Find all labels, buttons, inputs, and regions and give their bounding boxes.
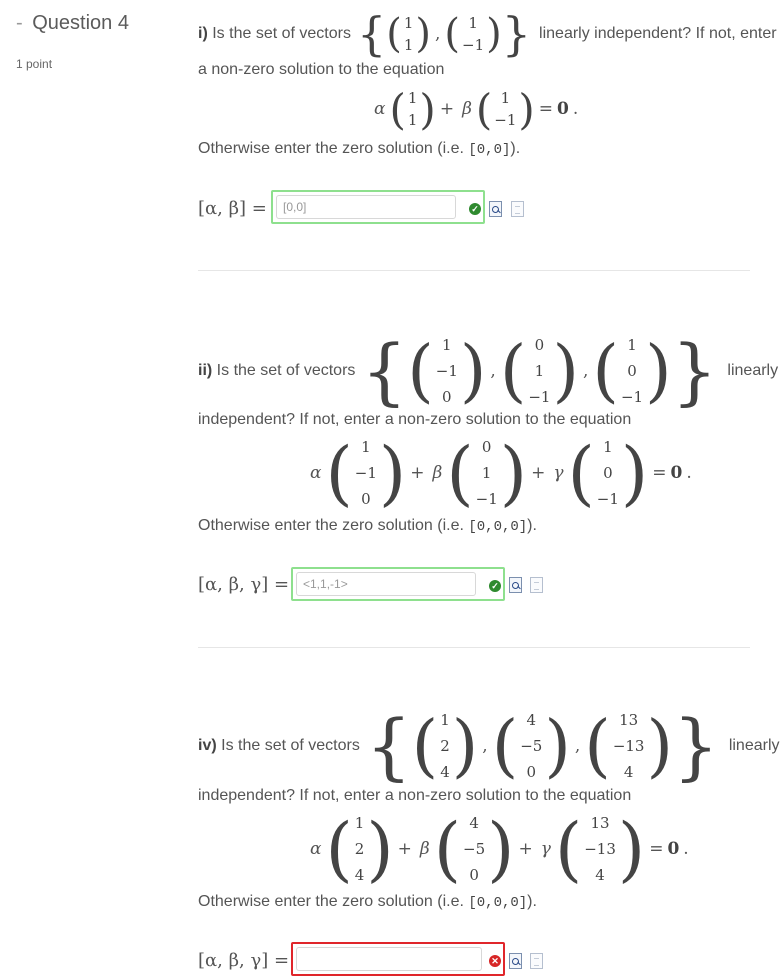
equation: α ( 1 1 ) + β ( 1 −1 ) = 0 .: [374, 84, 579, 134]
vector-set: { ( 1 2 4 ) , ( 4 −5 0 ) , ( 13 −13 4 ) }: [365, 704, 719, 788]
document-icon[interactable]: [511, 201, 524, 217]
prompt-text-after: linearly: [727, 362, 779, 379]
preview-icon[interactable]: [489, 201, 502, 217]
answer-input[interactable]: [296, 572, 476, 596]
equation: α ( 1 −1 0 ) + β ( 0 1 −1 ) + γ ( 1 0 −1 ) = 0 .: [310, 432, 692, 514]
answer-label: [α, β] =: [198, 198, 267, 219]
document-icon[interactable]: [530, 577, 543, 593]
answer-box: [291, 567, 505, 601]
prompt-text: Is the set of vectors: [221, 737, 360, 754]
check-circle-icon: ✓: [469, 203, 481, 215]
check-circle-icon: ✓: [489, 580, 501, 592]
prompt-line2: independent? If not, enter a non-zero solution to the equation: [198, 787, 632, 804]
collapse-dash[interactable]: -: [16, 12, 23, 34]
part-label: ii): [198, 362, 213, 379]
part-label: i): [198, 25, 208, 42]
preview-icon[interactable]: [509, 577, 522, 593]
document-icon[interactable]: [530, 953, 543, 969]
prompt-text-after: linearly independent? If not, enter: [539, 25, 777, 42]
prompt-line2: independent? If not, enter a non-zero solution to the equation: [198, 411, 632, 428]
part-iv-prompt: [198, 704, 780, 788]
question-title: [16, 12, 129, 35]
answer-box: [271, 190, 485, 224]
answer-input[interactable]: [296, 947, 482, 971]
preview-icon[interactable]: [509, 953, 522, 969]
answer-input[interactable]: [276, 195, 456, 219]
prompt-text: Is the set of vectors: [216, 362, 356, 379]
otherwise-text: Otherwise enter the zero solution (i.e. [0,0,0]).: [198, 517, 537, 535]
part-label: iv): [198, 737, 217, 754]
part-i-prompt: [198, 7, 777, 61]
divider: [198, 647, 750, 648]
prompt-text: Is the set of vectors: [212, 25, 351, 42]
answer-label: [α, β, γ] =: [198, 950, 290, 971]
vector-set: { ( 1 −1 0 ) , ( 0 1 −1 ) , ( 1 0 −1 ) }: [361, 329, 718, 413]
otherwise-text: Otherwise enter the zero solution (i.e. [0,0,0]).: [198, 893, 537, 911]
otherwise-text: Otherwise enter the zero solution (i.e. [0,0]).: [198, 140, 521, 158]
question-title-text: Question 4: [32, 12, 129, 34]
question-points: 1 point: [16, 57, 53, 71]
answer-box: [291, 942, 505, 976]
equation: α ( 1 2 4 ) + β ( 4 −5 0 ) + γ ( 13 −13 4 ) = 0 .: [310, 808, 689, 890]
prompt-text-after: linearly: [728, 737, 780, 754]
part-ii-prompt: [198, 329, 779, 413]
answer-label: [α, β, γ] =: [198, 574, 290, 595]
vector-set: { ( 1 1 ) , ( 1 −1 ) }: [356, 7, 532, 61]
divider: [198, 270, 750, 271]
prompt-line2: a non-zero solution to the equation: [198, 61, 445, 78]
x-circle-icon: ✕: [489, 955, 501, 967]
